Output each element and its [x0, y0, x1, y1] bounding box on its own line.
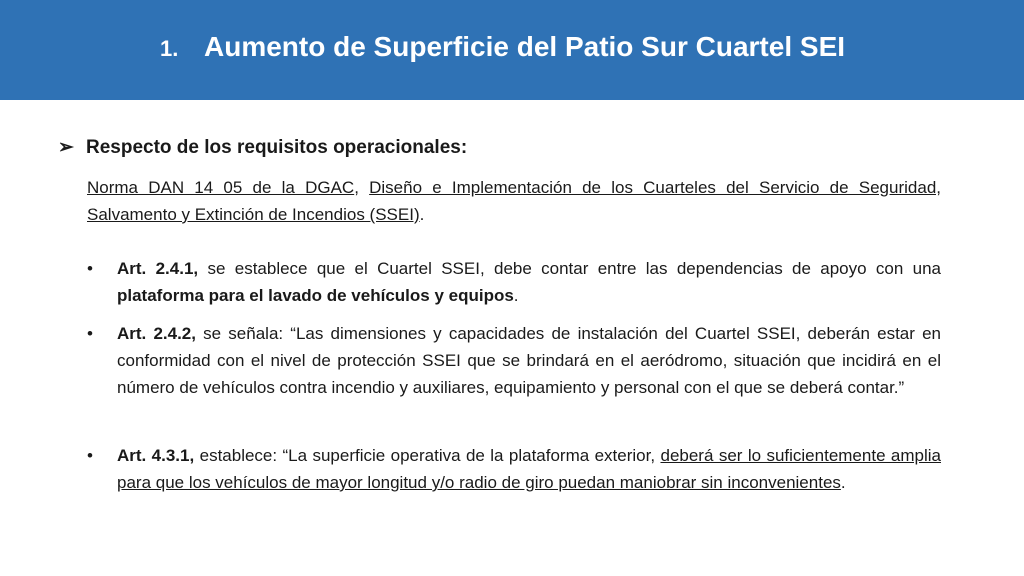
bullet-dot-icon: • [87, 259, 93, 278]
bullet-body: se establece que el Cuartel SSEI, debe contar entre las dependencias de apoyo con una [198, 259, 941, 278]
bullet-text [117, 255, 941, 309]
bullet-dot-icon: • [87, 446, 93, 465]
slide-title: Aumento de Superficie del Patio Sur Cuartel SEI [204, 31, 846, 62]
bullet-end: . [513, 286, 519, 305]
bullet-text [117, 320, 941, 401]
arrow-bullet-icon: ➢ [58, 137, 74, 158]
norma-separator: , [354, 178, 370, 197]
bullet-emphasis: plataforma para el lavado de vehículos y equipos [117, 286, 514, 305]
article-ref: Art. 2.4.2, [117, 324, 196, 343]
article-ref: Art. 4.3.1, [117, 446, 195, 465]
article-ref: Art. 2.4.1, [117, 259, 199, 278]
section-heading [58, 136, 467, 159]
section-heading-text: Respecto de los requisitos operacionales: [86, 137, 468, 158]
slide-number: 1. [160, 36, 179, 61]
norma-code: Norma DAN 14 05 de la DGAC [87, 178, 355, 197]
bullet-text [117, 442, 941, 496]
bullet-body: se señala: “Las dimensiones y capacidades de instalación del Cuartel SSEI, deberán estar en conformidad con el nivel de protección SSEI que se brindará en el aeródromo, situación que incidirá en el número de vehículos contra incendio y auxiliares, equipamiento y personal con el que se deberá contar.” [117, 324, 941, 397]
bullet-body: establece: “La superficie operativa de la plataforma exterior, [194, 446, 661, 465]
bullet-underlined: deberá ser lo suficientemente amplia para que los vehículos de mayor longitud y/o radio de giro puedan maniobrar sin inconvenientes [117, 446, 941, 492]
norma-reference [87, 174, 941, 228]
title-banner [0, 0, 1024, 100]
bullet-end: . [840, 473, 846, 492]
norma-end: . [419, 205, 425, 224]
bullet-dot-icon: • [87, 324, 93, 343]
norma-title: Diseño e Implementación de los Cuarteles del Servicio de Seguridad, Salvamento y Extinción de Incendios (SSEI) [87, 178, 941, 224]
